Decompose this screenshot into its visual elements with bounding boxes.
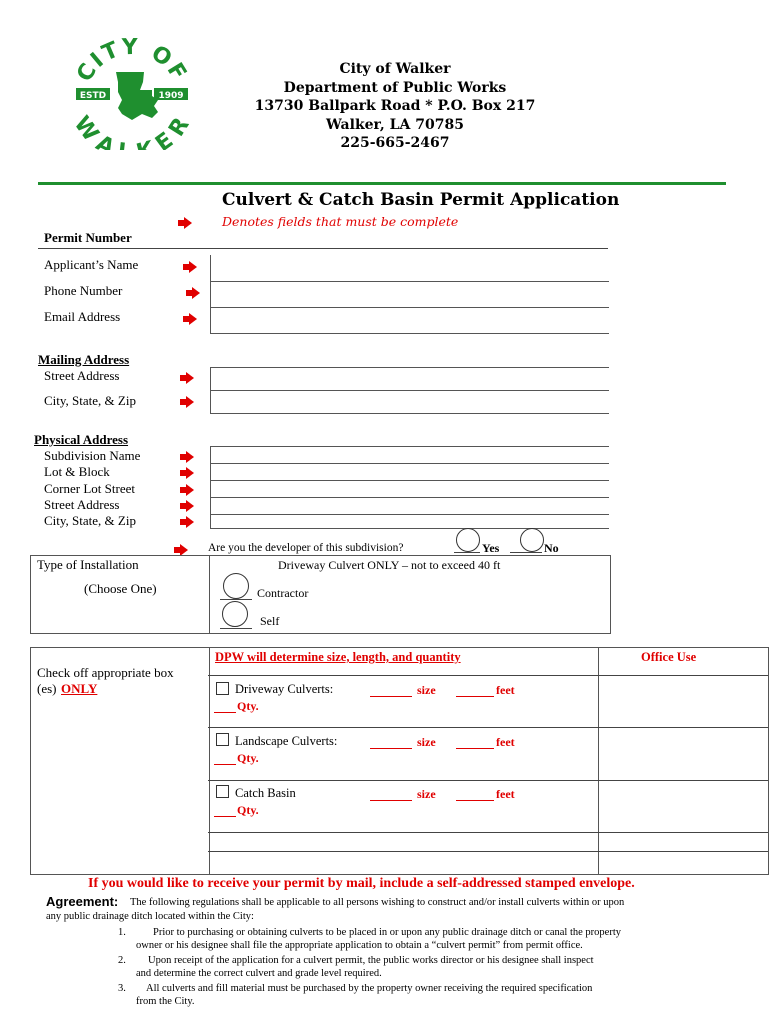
dpw-note: DPW will determine size, length, and quantity: [215, 650, 461, 664]
catch-basin-feet-label: feet: [496, 787, 515, 801]
agreement-intro: The following regulations shall be applicable to all persons wishing to construct and/or install culverts within or upon: [130, 897, 625, 908]
header-address: 13730 Ballpark Road * P.O. Box 217: [254, 98, 536, 114]
driveway-only-note: Driveway Culvert ONLY – not to exceed 40 ft: [278, 558, 501, 572]
agreement-item-line: and determine the correct culvert and grade level required.: [136, 968, 382, 979]
required-arrow-icon: [183, 258, 197, 270]
driveway-feet-label: feet: [496, 683, 515, 697]
applicant-name-label: Applicant’s Name: [44, 257, 139, 272]
developer-no-line: [510, 552, 542, 553]
check-off-label: Check off appropriate box: [37, 665, 174, 680]
table-row-line: [208, 780, 768, 781]
developer-yes-label: Yes: [482, 541, 500, 555]
header-city: City of Walker: [339, 61, 451, 77]
physical-city-label: City, State, & Zip: [44, 513, 136, 528]
agreement-intro-2: any public drainage ditch located within the City:: [46, 911, 254, 922]
agreement-item-line: All culverts and fill material must be purchased by the property owner receiving the required specification: [146, 983, 593, 994]
corner-lot-label: Corner Lot Street: [44, 481, 135, 496]
required-arrow-icon: [178, 214, 192, 226]
required-note: Denotes fields that must be complete: [222, 214, 459, 229]
mail-note: If you would like to receive your permit by mail, include a self-addressed stamped envelope.: [88, 876, 635, 891]
city-logo: [72, 38, 192, 150]
physical-street-field[interactable]: [211, 498, 609, 515]
landscape-culverts-checkbox[interactable]: [216, 733, 229, 746]
contractor-line: [220, 599, 252, 600]
self-radio[interactable]: [222, 601, 248, 627]
permit-number-label: Permit Number: [44, 230, 132, 245]
required-arrow-icon: [180, 369, 194, 381]
self-line: [220, 628, 252, 629]
catch-basin-feet-line[interactable]: [456, 800, 494, 801]
landscape-feet-line[interactable]: [456, 748, 494, 749]
agreement-heading: Agreement:: [46, 894, 119, 909]
check-off-only: ONLY: [61, 681, 98, 696]
culvert-table: [30, 647, 768, 874]
developer-yes-radio[interactable]: [456, 528, 480, 552]
agreement-item-num: 3.: [118, 983, 126, 994]
logo-right-badge: 1909: [158, 91, 184, 101]
subdivision-field[interactable]: [211, 447, 609, 464]
landscape-size-line[interactable]: [370, 748, 412, 749]
header-phone: 225-665-2467: [340, 135, 450, 151]
landscape-culverts-label: Landscape Culverts:: [235, 734, 338, 748]
required-arrow-icon: [180, 448, 194, 460]
physical-address-heading: Physical Address: [34, 432, 129, 447]
required-arrow-icon: [180, 393, 194, 405]
driveway-size-line[interactable]: [370, 696, 412, 697]
developer-no-label: No: [544, 541, 559, 555]
required-arrow-icon: [174, 541, 188, 553]
catch-basin-label: Catch Basin: [235, 786, 296, 800]
agreement-item-num: 2.: [118, 955, 126, 966]
required-arrow-icon: [180, 513, 194, 525]
catch-basin-size-label: size: [417, 787, 436, 801]
lot-block-field[interactable]: [211, 464, 609, 481]
permit-number-line: [38, 248, 608, 249]
landscape-qty-label: Qty.: [237, 751, 259, 765]
mailing-city-label: City, State, & Zip: [44, 393, 136, 408]
table-row-line: [208, 675, 768, 676]
required-arrow-icon: [186, 284, 200, 296]
installation-choose-label: (Choose One): [84, 581, 157, 596]
contractor-label: Contractor: [257, 586, 309, 600]
driveway-qty-label: Qty.: [237, 699, 259, 713]
header-department: Department of Public Works: [283, 79, 507, 96]
agreement-item-line: from the City.: [136, 996, 195, 1007]
required-arrow-icon: [180, 464, 194, 476]
installation-label: Type of Installation: [37, 557, 139, 572]
physical-city-field[interactable]: [211, 515, 609, 527]
logo-bottom-text: WA E: [72, 111, 180, 150]
driveway-culverts-checkbox[interactable]: [216, 682, 229, 695]
email-address-field[interactable]: [210, 307, 609, 334]
applicant-name-field[interactable]: [210, 255, 609, 282]
driveway-size-label: size: [417, 683, 436, 697]
driveway-feet-line[interactable]: [456, 696, 494, 697]
agreement-item-line: owner or his designee shall file the appropriate application to obtain a “culvert permit” from permit office.: [136, 940, 583, 951]
catch-basin-checkbox[interactable]: [216, 785, 229, 798]
agreement-item-num: 1.: [118, 927, 126, 938]
landscape-qty-line[interactable]: [214, 764, 236, 765]
driveway-qty-line[interactable]: [214, 712, 236, 713]
developer-yes-line: [454, 552, 480, 553]
contractor-radio[interactable]: [223, 573, 249, 599]
department-header: [230, 60, 560, 153]
email-address-label: Email Address: [44, 309, 121, 324]
table-row-line: [208, 851, 768, 852]
driveway-culverts-label: Driveway Culverts:: [235, 682, 334, 696]
logo-left-badge: ESTD: [79, 91, 107, 101]
check-off-label-2: (es): [37, 681, 57, 696]
corner-lot-field[interactable]: [211, 481, 609, 498]
physical-street-label: Street Address: [44, 497, 120, 512]
header-city-state: Walker, LA 70785: [326, 116, 464, 133]
form-title: Culvert & Catch Basin Permit Application: [222, 190, 620, 210]
mailing-city-field[interactable]: [210, 389, 609, 414]
mailing-street-label: Street Address: [44, 368, 120, 383]
office-use-label: Office Use: [641, 650, 697, 664]
catch-basin-size-line[interactable]: [370, 800, 412, 801]
self-label: Self: [260, 614, 280, 628]
table-row-line: [208, 727, 768, 728]
louisiana-state-icon: [116, 72, 158, 120]
logo-top-text: CITY OF: [72, 38, 192, 87]
catch-basin-qty-label: Qty.: [237, 803, 259, 817]
agreement-item-line: Upon receipt of the application for a culvert permit, the public works director or his designee shall inspect: [148, 955, 594, 966]
required-arrow-icon: [180, 481, 194, 493]
required-arrow-icon: [180, 497, 194, 509]
required-arrow-icon: [183, 310, 197, 322]
catch-basin-qty-line[interactable]: [214, 816, 236, 817]
landscape-feet-label: feet: [496, 735, 515, 749]
subdivision-label: Subdivision Name: [44, 448, 141, 463]
city-seal-svg: [72, 38, 192, 150]
header-divider: [38, 182, 726, 185]
landscape-size-label: size: [417, 735, 436, 749]
phone-number-field[interactable]: [210, 281, 609, 308]
developer-question: Are you the developer of this subdivision?: [208, 542, 404, 554]
mailing-address-heading: Mailing Address: [38, 352, 130, 367]
table-row-line: [208, 832, 768, 833]
lot-block-label: Lot & Block: [44, 464, 110, 479]
mailing-street-field[interactable]: [210, 367, 609, 391]
physical-address-fields[interactable]: [210, 446, 609, 529]
phone-number-label: Phone Number: [44, 283, 123, 298]
office-use-cell: [598, 647, 769, 875]
developer-no-radio[interactable]: [520, 528, 544, 552]
culvert-label-cell: [30, 647, 210, 875]
agreement-item-line: Prior to purchasing or obtaining culverts to be placed in or upon any public drainage ditch or canal the property: [153, 927, 621, 938]
